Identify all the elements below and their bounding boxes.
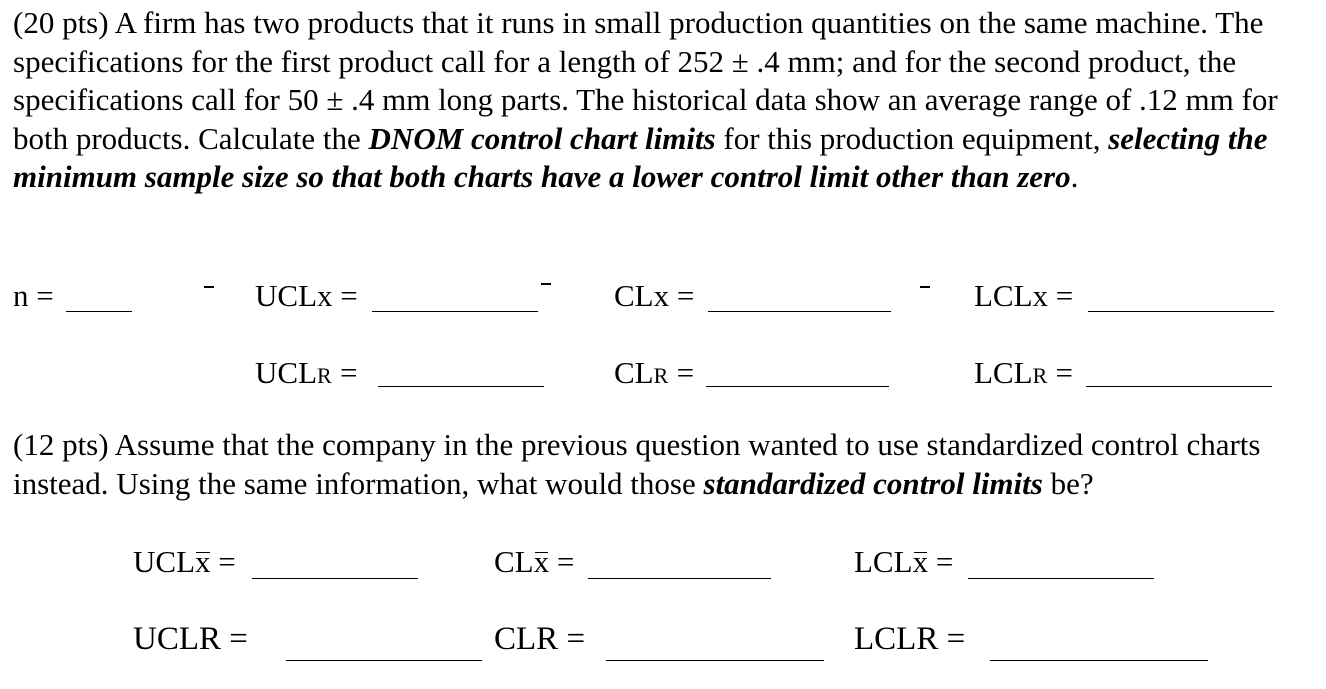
ucl-x-answer-field: [255, 278, 358, 314]
std-lcl-r-equals: =: [938, 621, 966, 657]
std-ucl-r-answer-blank[interactable]: [286, 660, 482, 661]
question-2-text: [13, 426, 1313, 503]
std-ucl-xbar-answer-field: [133, 544, 236, 580]
ucl-x-label: UCLx =: [255, 278, 358, 313]
std-cl-xbar-prefix: CL: [494, 544, 534, 579]
std-cl-r-answer-blank[interactable]: [606, 660, 824, 661]
std-lcl-xbar-equals: =: [928, 544, 954, 579]
std-lcl-xbar-answer-field: [854, 544, 953, 580]
std-lcl-xbar-symbol: x: [912, 544, 929, 579]
std-lcl-r-prefix: LCL: [854, 621, 917, 657]
lcl-r-subscript: R: [1032, 363, 1048, 388]
std-lcl-r-symbol: R: [916, 621, 939, 657]
std-cl-xbar-equals: =: [549, 544, 575, 579]
std-lcl-r-answer-blank[interactable]: [990, 660, 1208, 661]
std-cl-r-prefix: CL: [494, 621, 537, 657]
std-cl-xbar-symbol: x: [533, 544, 550, 579]
question-1-intro: A firm has two products that it runs in small production quantities on the same machine. The specifications for the first product call for a length of 252 ± .4 mm; and for the second product, the specifications call for 50 ± .4 mm long parts. The historical data show an average range of .12 mm for both products. Calculate the: [13, 5, 1278, 156]
lcl-r-prefix: LCL: [974, 355, 1033, 390]
std-ucl-r-prefix: UCL: [133, 621, 199, 657]
std-ucl-r-equals: =: [221, 621, 248, 657]
ucl-r-answer-field: [255, 355, 357, 394]
dash-mark: [920, 286, 930, 288]
cl-x-answer-field: [614, 278, 694, 314]
lcl-x-answer-blank[interactable]: [1088, 311, 1274, 312]
dash-mark: [204, 286, 214, 288]
cl-r-answer-blank[interactable]: [706, 386, 889, 387]
std-lcl-xbar-prefix: LCL: [854, 544, 913, 579]
question-2-intro: Assume that the company in the previous question wanted to use standardized control charts instead. Using the same information, what would those: [13, 427, 1261, 501]
question-1-points: (20 pts): [13, 5, 109, 40]
question-1-emphasis-sample-size: selecting the minimum sample size so that both charts have a lower control limit other than zero: [13, 120, 1268, 194]
lcl-r-answer-field: [974, 355, 1073, 394]
std-cl-r-answer-field: [494, 621, 585, 657]
lcl-r-answer-blank[interactable]: [1086, 386, 1272, 387]
std-cl-r-equals: =: [558, 621, 586, 657]
std-ucl-xbar-equals: =: [210, 544, 236, 579]
cl-r-prefix: CL: [614, 355, 654, 390]
ucl-r-equals: =: [332, 355, 358, 390]
n-answer-field: [13, 278, 54, 314]
std-cl-r-symbol: R: [536, 621, 559, 657]
ucl-r-prefix: UCL: [255, 355, 317, 390]
std-lcl-xbar-answer-blank[interactable]: [968, 578, 1154, 579]
dash-mark: [541, 283, 551, 285]
std-ucl-xbar-answer-blank[interactable]: [252, 578, 418, 579]
std-ucl-r-symbol: R: [199, 621, 222, 657]
lcl-r-equals: =: [1047, 355, 1073, 390]
question-1-emphasis-dnom: DNOM control chart limits: [368, 120, 716, 156]
std-lcl-r-answer-field: [854, 621, 965, 657]
cl-r-subscript: R: [653, 363, 669, 388]
question-1-end: .: [1070, 159, 1079, 194]
cl-x-answer-blank[interactable]: [708, 311, 891, 312]
n-label: n =: [13, 278, 54, 313]
question-2-emphasis: standardized control limits: [703, 465, 1043, 501]
ucl-x-answer-blank[interactable]: [372, 311, 538, 312]
std-ucl-r-answer-field: [133, 621, 248, 657]
n-answer-blank[interactable]: [66, 311, 132, 312]
ucl-r-answer-blank[interactable]: [378, 386, 544, 387]
std-cl-xbar-answer-field: [494, 544, 574, 580]
cl-r-answer-field: [614, 355, 694, 394]
std-ucl-xbar-symbol: x: [195, 544, 211, 579]
cl-x-label: CLx =: [614, 278, 695, 313]
question-2-points: (12 pts): [13, 427, 109, 462]
question-2-end: be?: [1042, 465, 1094, 501]
std-ucl-xbar-prefix: UCL: [133, 544, 195, 579]
cl-r-equals: =: [668, 355, 695, 390]
lcl-x-label: LCLx =: [974, 278, 1074, 313]
lcl-x-answer-field: [974, 278, 1073, 314]
question-1-text: [13, 4, 1313, 197]
question-1-mid: for this production equipment,: [715, 120, 1109, 156]
ucl-r-subscript: R: [317, 363, 333, 388]
std-cl-xbar-answer-blank[interactable]: [588, 578, 771, 579]
